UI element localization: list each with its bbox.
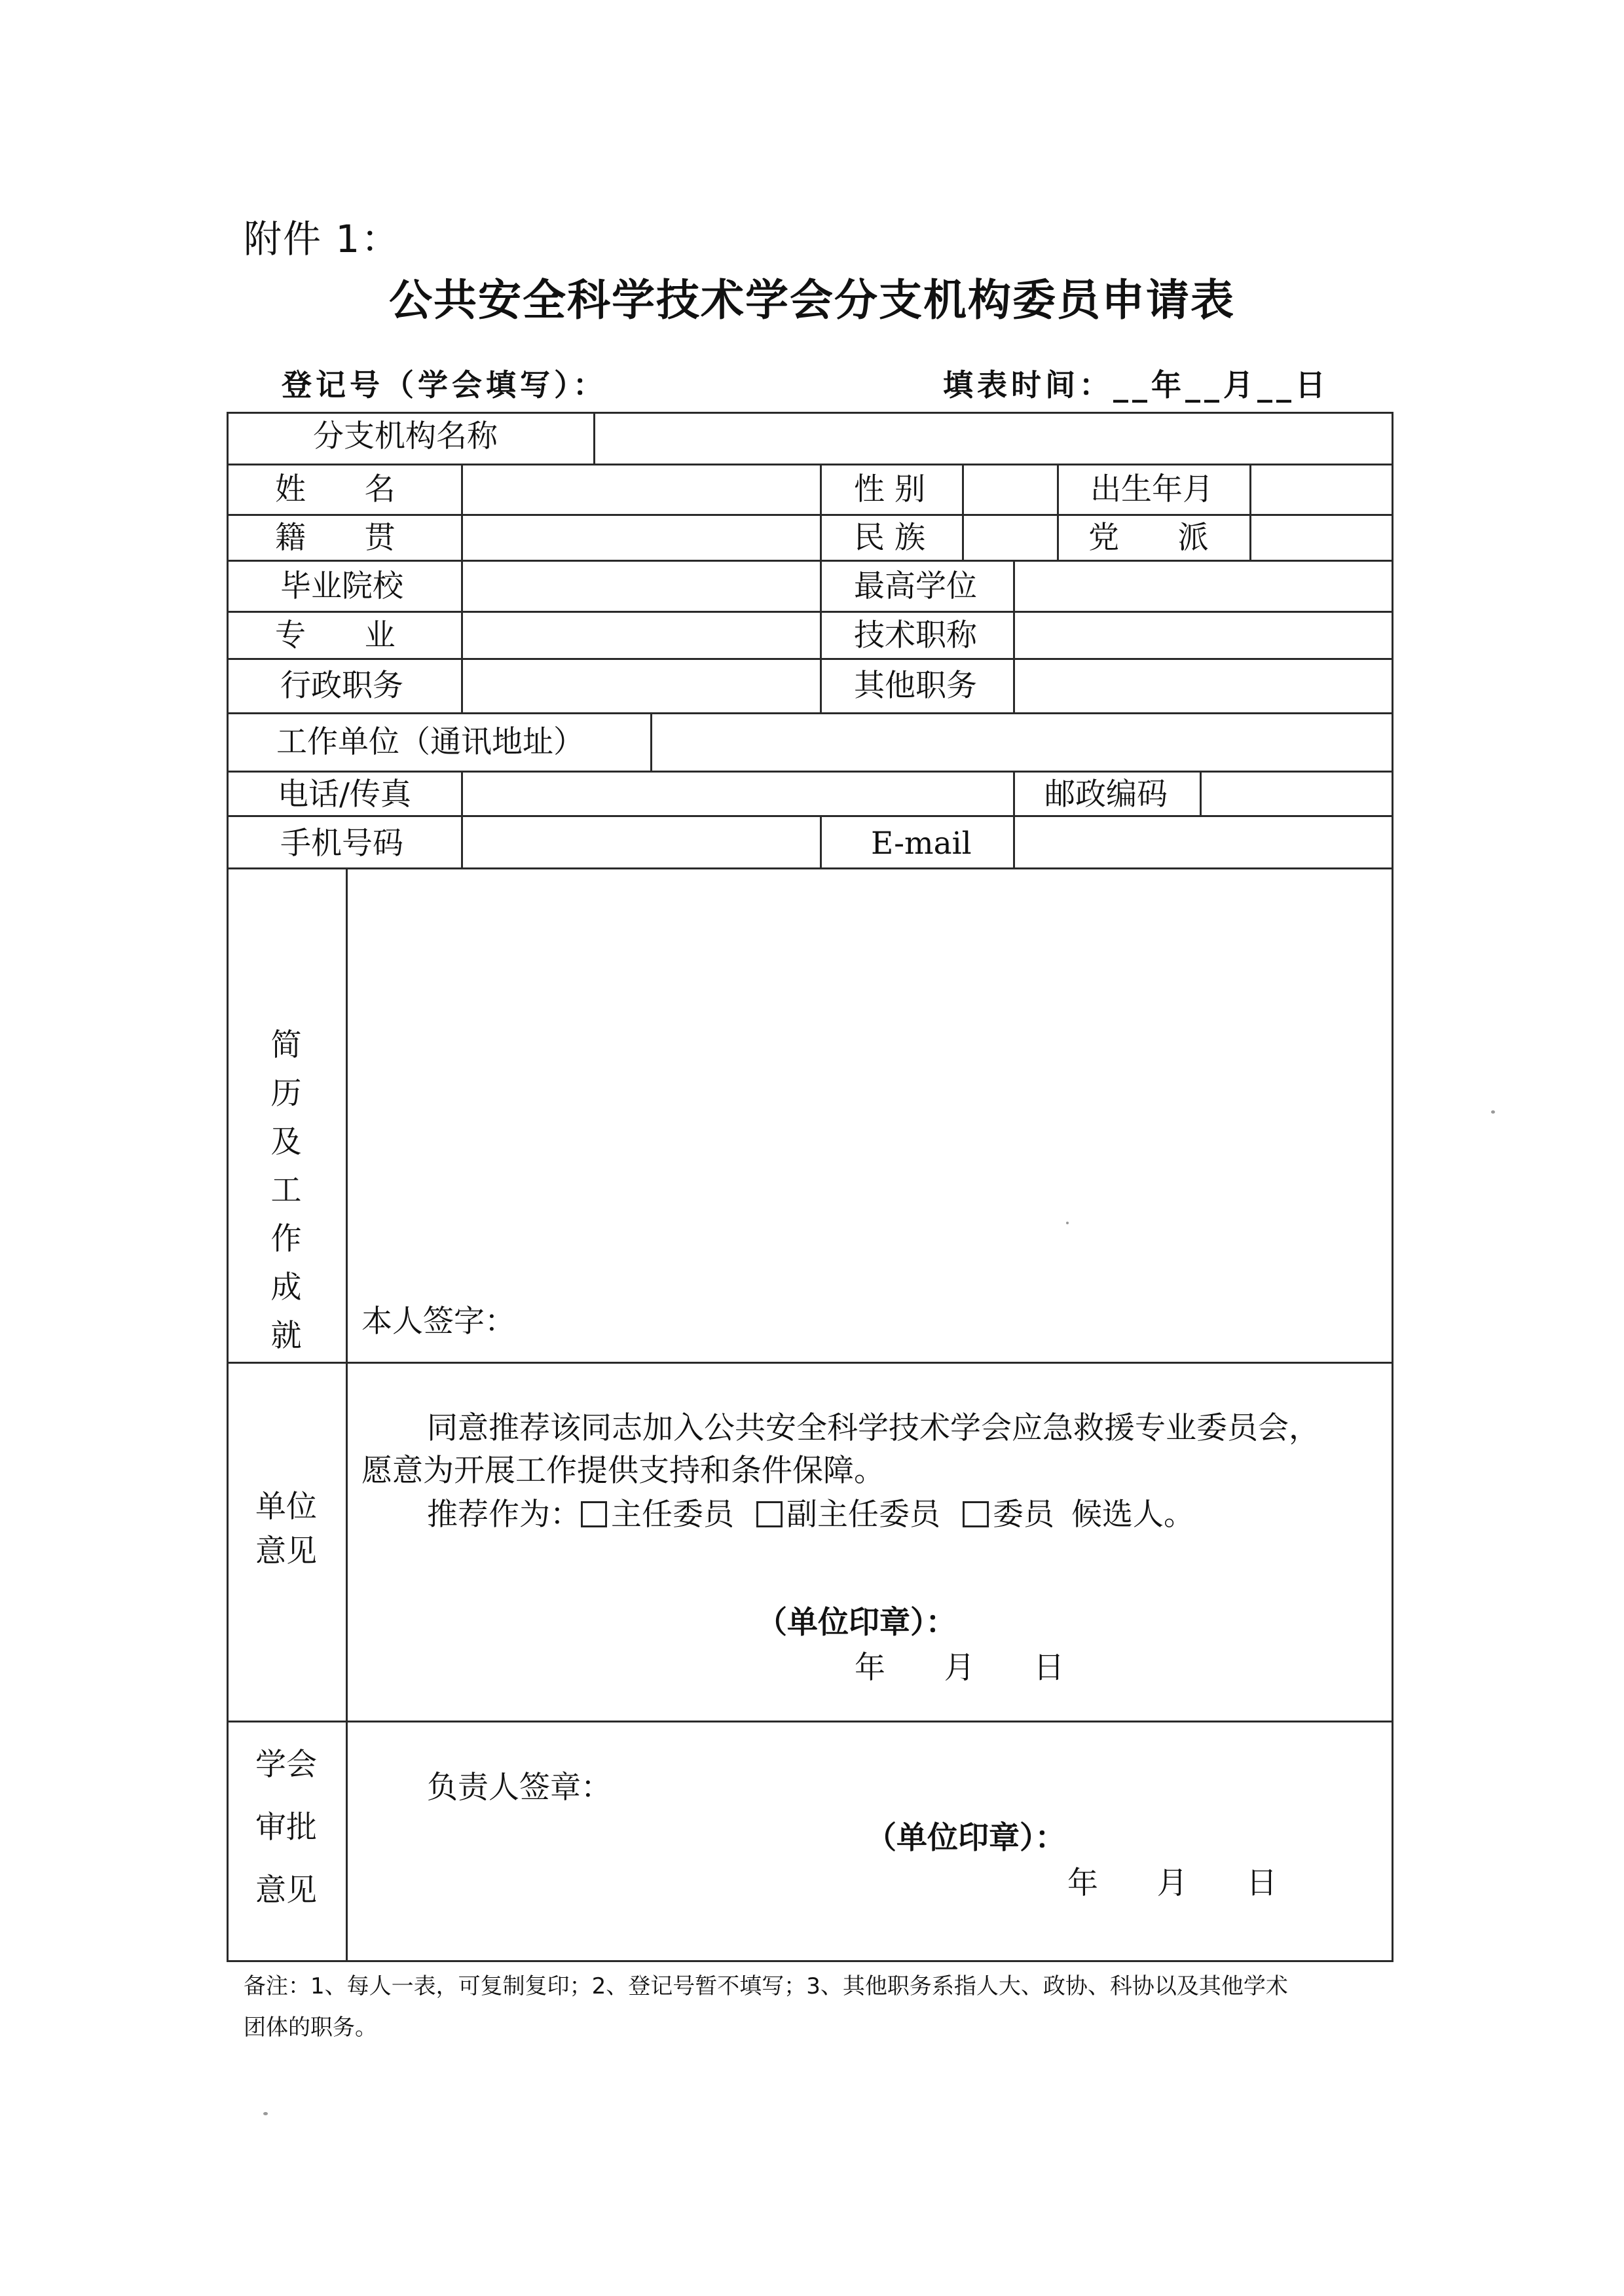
recommend-suffix: 候选人。: [1071, 1497, 1194, 1533]
unit-seal-label: （单位印章）：: [756, 1605, 957, 1641]
fill-date-label: 填表时间：__年__月__日: [943, 367, 1329, 403]
highest-degree-label: 最高学位: [854, 568, 977, 604]
gender-label: 性 别: [854, 471, 925, 507]
mobile-label: 手机号码: [280, 826, 403, 862]
unit-opinion-text-line2: 愿意为开展工作提供支持和条件保障。: [361, 1453, 885, 1489]
recommend-prefix: 推荐作为：: [427, 1497, 581, 1533]
name-label: 姓 名: [275, 471, 396, 507]
unit-opinion-section-label: 单位 意见: [255, 1489, 317, 1569]
scan-speck: [1491, 1110, 1495, 1114]
option-director[interactable]: 主任委员: [581, 1497, 734, 1533]
resume-text-area[interactable]: [367, 884, 1375, 1277]
technical-title-label: 技术职称: [854, 617, 977, 653]
footnote-line2: 团体的职务。: [244, 2014, 377, 2041]
checkbox-deputy-director[interactable]: [756, 1501, 783, 1527]
checkbox-member[interactable]: [963, 1501, 989, 1527]
birth-date-label: 出生年月: [1090, 471, 1213, 507]
responsible-signature-label: 负责人签章：: [427, 1770, 612, 1806]
footnote-line1: 备注：1、每人一表，可复制复印；2、登记号暂不填写；3、其他职务系指人大、政协、科协以及其他学术: [244, 1973, 1288, 1999]
ethnicity-label: 民 族: [854, 520, 925, 556]
scan-speck: [1066, 1222, 1069, 1224]
party-label: 党 派: [1088, 520, 1209, 556]
resume-section-label: 简 历 及 工 作 成 就: [270, 1027, 302, 1354]
branch-name-label: 分支机构名称: [313, 418, 498, 454]
postcode-label: 邮政编码: [1044, 776, 1168, 812]
option-member[interactable]: 委员: [963, 1497, 1054, 1533]
option-deputy-director[interactable]: 副主任委员: [756, 1497, 940, 1533]
society-date-label: 年 月 日: [1067, 1865, 1278, 1901]
checkbox-director[interactable]: [581, 1501, 607, 1527]
native-place-label: 籍 贯: [275, 520, 396, 556]
email-label: E-mail: [871, 826, 972, 862]
society-approval-section-label: 学会 审批 意见: [255, 1747, 317, 1908]
other-post-label: 其他职务: [854, 668, 977, 704]
major-label: 专 业: [275, 617, 396, 653]
school-label: 毕业院校: [280, 568, 403, 604]
phone-fax-label: 电话/传真: [278, 776, 411, 812]
unit-opinion-text-line1: 同意推荐该同志加入公共安全科学技术学会应急救援专业委员会，: [427, 1410, 1320, 1446]
scan-speck: [263, 2112, 268, 2115]
admin-post-label: 行政职务: [280, 668, 403, 704]
workplace-label: 工作单位（通讯地址）: [276, 724, 584, 760]
form-title: 公共安全科学技术学会分支机构委员申请表: [389, 275, 1235, 325]
recommend-row: [427, 1497, 1194, 1533]
attachment-label: 附件 1：: [244, 217, 401, 261]
unit-date-label: 年 月 日: [855, 1650, 1065, 1686]
self-signature-label: 本人签字：: [361, 1303, 515, 1339]
registration-number-label: 登记号（学会填写）：: [282, 367, 607, 403]
society-seal-label: （单位印章）：: [866, 1820, 1066, 1856]
